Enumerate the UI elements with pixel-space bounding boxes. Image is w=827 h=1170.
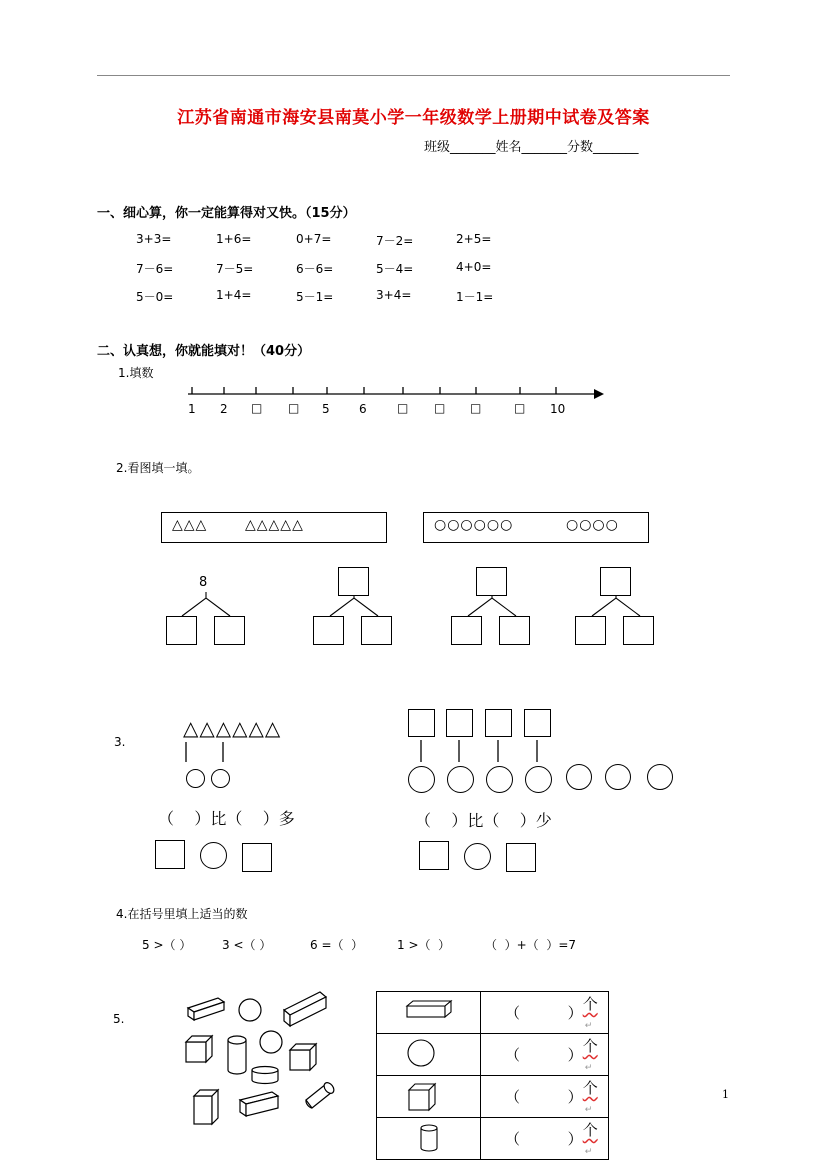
equation: 5－1= bbox=[296, 290, 334, 304]
page-number: 1 bbox=[722, 1088, 729, 1101]
number-line bbox=[180, 384, 610, 400]
count-blank[interactable]: （ ） bbox=[505, 1046, 583, 1064]
q5-label: 5. bbox=[113, 1012, 125, 1026]
answer-box[interactable] bbox=[506, 843, 536, 872]
answer-box[interactable] bbox=[419, 841, 449, 870]
solid-shapes-picture bbox=[180, 988, 340, 1133]
number-line-mark: 6 bbox=[359, 402, 367, 416]
count-cell[interactable]: （ ） 个↵ bbox=[481, 1076, 609, 1118]
tree-branch-box[interactable] bbox=[361, 616, 392, 645]
student-info-line: 班级_______姓名_______分数_______ bbox=[424, 140, 639, 155]
equation: 7－6= bbox=[136, 262, 174, 276]
small-circle bbox=[211, 769, 230, 788]
equation: 1+6= bbox=[216, 232, 252, 246]
large-circle bbox=[486, 766, 513, 793]
inequality-item[interactable]: 5 >（ ） bbox=[142, 938, 192, 952]
q3-label: 3. bbox=[114, 735, 126, 749]
unit-label: 个 bbox=[582, 1037, 598, 1055]
equation: 5－0= bbox=[136, 290, 174, 304]
large-circle bbox=[605, 764, 631, 790]
square-item bbox=[446, 709, 473, 737]
sum-item[interactable]: （ ）+（ ）=7 bbox=[485, 938, 577, 952]
large-circle bbox=[408, 766, 435, 793]
equation: 1+4= bbox=[216, 288, 252, 302]
section1-heading: 一、细心算，你一定能算得对又快。（15分） bbox=[97, 206, 356, 221]
number-line-mark: 1 bbox=[188, 402, 196, 416]
number-line-mark: 5 bbox=[322, 402, 330, 416]
number-line-blank[interactable]: □ bbox=[434, 401, 446, 415]
exam-title: 江苏省南通市海安县南莫小学一年级数学上册期中试卷及答案 bbox=[177, 108, 650, 128]
count-blank[interactable]: （ ） bbox=[505, 1004, 583, 1022]
equation: 1－1= bbox=[456, 290, 494, 304]
operator-circle[interactable] bbox=[464, 843, 491, 870]
unit-label: 个 bbox=[582, 995, 598, 1013]
equation: 5－4= bbox=[376, 262, 414, 276]
triangle-group: △△△ bbox=[172, 517, 208, 533]
equation: 4+0= bbox=[456, 260, 492, 274]
shape-cell bbox=[377, 1118, 481, 1160]
count-cell[interactable]: （ ） 个↵ bbox=[481, 992, 609, 1034]
circle-group: ○○○○○○ bbox=[434, 517, 514, 533]
large-circle bbox=[447, 766, 474, 793]
equation: 6－6= bbox=[296, 262, 334, 276]
header-rule bbox=[97, 75, 730, 76]
q2-label: 2.看图填一填。 bbox=[116, 461, 200, 475]
operator-circle[interactable] bbox=[200, 842, 227, 869]
square-item bbox=[485, 709, 512, 737]
triangle-group: △△△△△ bbox=[245, 517, 304, 533]
large-circle bbox=[566, 764, 592, 790]
cube-icon bbox=[377, 1076, 480, 1113]
inequality-item[interactable]: 3 <（ ） bbox=[222, 938, 272, 952]
match-lines-left bbox=[180, 742, 240, 764]
tree-branch-box[interactable] bbox=[214, 616, 245, 645]
large-circle bbox=[525, 766, 552, 793]
tree-branch-box[interactable] bbox=[166, 616, 197, 645]
tree-branch-box[interactable] bbox=[623, 616, 654, 645]
number-line-blank[interactable]: □ bbox=[251, 401, 263, 415]
square-item bbox=[524, 709, 551, 737]
equation: 2+5= bbox=[456, 232, 492, 246]
cuboid-icon bbox=[377, 992, 480, 1029]
number-line-blank[interactable]: □ bbox=[288, 401, 300, 415]
equation: 0+7= bbox=[296, 232, 332, 246]
count-cell[interactable]: （ ） 个↵ bbox=[481, 1118, 609, 1160]
count-cell[interactable]: （ ） 个↵ bbox=[481, 1034, 609, 1076]
number-line-mark: 2 bbox=[220, 402, 228, 416]
number-line-blank[interactable]: □ bbox=[470, 401, 482, 415]
shape-count-table bbox=[376, 991, 609, 1160]
count-blank[interactable]: （ ） bbox=[505, 1088, 583, 1106]
table-row bbox=[377, 1118, 609, 1160]
tree-top-box[interactable] bbox=[476, 567, 507, 596]
tree1-top-number: 8 bbox=[199, 575, 208, 590]
answer-box[interactable] bbox=[155, 840, 185, 869]
unit-label: 个 bbox=[582, 1079, 598, 1097]
number-line-blank[interactable]: □ bbox=[514, 401, 526, 415]
compare-more-sentence: （ ）比（ ）多 bbox=[158, 809, 295, 828]
shape-cell bbox=[377, 992, 481, 1034]
inequality-item[interactable]: 6 =（ ） bbox=[310, 938, 364, 952]
tree-branch-box[interactable] bbox=[499, 616, 530, 645]
q1-label: 1.填数 bbox=[118, 366, 154, 380]
q4-label: 4.在括号里填上适当的数 bbox=[116, 907, 248, 921]
equation: 7－2= bbox=[376, 234, 414, 248]
equation: 7－5= bbox=[216, 262, 254, 276]
circle-icon bbox=[377, 1034, 480, 1071]
match-lines-right bbox=[405, 738, 555, 764]
tree-branch-box[interactable] bbox=[451, 616, 482, 645]
shape-cell bbox=[377, 1034, 481, 1076]
compare-less-sentence: （ ）比（ ）少 bbox=[415, 811, 552, 830]
circles-box bbox=[423, 512, 649, 543]
shape-cell bbox=[377, 1076, 481, 1118]
table-row bbox=[377, 992, 609, 1034]
equation: 3+3= bbox=[136, 232, 172, 246]
tree-top-box[interactable] bbox=[338, 567, 369, 596]
section2-heading: 二、认真想，你就能填对！（40分） bbox=[97, 344, 311, 359]
answer-box[interactable] bbox=[242, 843, 272, 872]
small-circle bbox=[186, 769, 205, 788]
table-row bbox=[377, 1076, 609, 1118]
equation: 3+4= bbox=[376, 288, 412, 302]
square-item bbox=[408, 709, 435, 737]
count-blank[interactable]: （ ） bbox=[505, 1130, 583, 1148]
inequality-item[interactable]: 1 >（ ） bbox=[397, 938, 451, 952]
number-line-blank[interactable]: □ bbox=[397, 401, 409, 415]
unit-label: 个 bbox=[582, 1121, 598, 1139]
triangles-box bbox=[161, 512, 387, 543]
tree-branch-box[interactable] bbox=[575, 616, 606, 645]
cylinder-icon bbox=[377, 1118, 480, 1155]
table-row bbox=[377, 1034, 609, 1076]
triangles-row: △△△△△△ bbox=[183, 716, 282, 740]
number-line-mark: 10 bbox=[550, 402, 566, 416]
tree-branch-box[interactable] bbox=[313, 616, 344, 645]
tree-top-box[interactable] bbox=[600, 567, 631, 596]
large-circle bbox=[647, 764, 673, 790]
circle-group: ○○○○ bbox=[566, 517, 619, 533]
